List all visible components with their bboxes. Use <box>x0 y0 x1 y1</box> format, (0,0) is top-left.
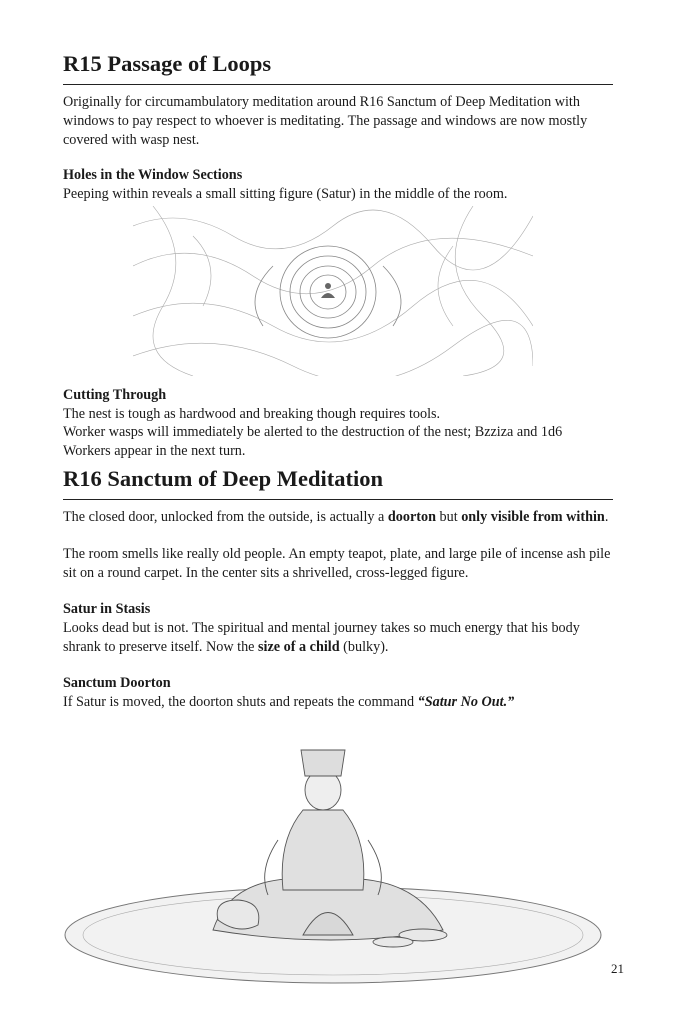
stasis-text-c: (bulky). <box>339 639 389 655</box>
cutting-line1: The nest is tough as hardwood and breaking though requires tools. <box>63 406 441 422</box>
doorton-command: “Satur No Out.” <box>417 694 515 710</box>
r15-title: R15 Passage of Loops <box>63 51 272 76</box>
r15-intro: Originally for circumambulatory meditation around R16 Sanctum of Deep Meditation with windows to pay respect to whoever is meditating. The passage and windows are now mostly covered with wasp nest. <box>63 94 588 148</box>
stasis-text-size: size of a child <box>258 639 340 655</box>
r16-smell-text: The room smells like really old people. An empty teapot, plate, and large pile of incense ash pile sit on a round carpet. In the center sits a shrivelled, cross-legged figure. <box>63 546 611 581</box>
stasis-heading: Satur in Stasis <box>63 601 151 617</box>
r16-title: R16 Sanctum of Deep Meditation <box>63 466 383 491</box>
r15-divider <box>63 84 613 85</box>
wasp-nest-illustration <box>133 206 533 376</box>
doorton-heading: Sanctum Doorton <box>63 675 171 691</box>
stasis-text-a: Looks dead but is not. The spiritual and mental journey takes so much energy that his body shrank to preserve itself. Now the <box>63 620 580 655</box>
doorton-text-a: If Satur is moved, the doorton shuts and repeats the command <box>63 694 418 710</box>
holes-text: Peeping within reveals a small sitting figure (Satur) in the middle of the room. <box>63 186 508 202</box>
r16-divider <box>63 499 613 500</box>
doorton-text <box>63 693 613 712</box>
door-text-c: but <box>435 509 462 525</box>
door-text-doorton: doorton <box>387 509 436 525</box>
cutting-line2: Worker wasps will immediately be alerted to the destruction of the nest; Bzziza and 1d6 Workers appear in the next turn. <box>63 424 563 459</box>
page-number: 21 <box>611 961 624 976</box>
cutting-heading: Cutting Through <box>63 387 167 403</box>
stasis-text <box>63 619 613 657</box>
door-text-visible: only visible from within <box>461 509 605 525</box>
door-text-e: . <box>604 509 609 525</box>
door-text-a: The closed door, unlocked from the outside, is actually a <box>63 509 388 525</box>
r16-door-text <box>63 508 613 527</box>
holes-heading: Holes in the Window Sections <box>63 167 243 183</box>
satur-illustration <box>63 730 613 992</box>
